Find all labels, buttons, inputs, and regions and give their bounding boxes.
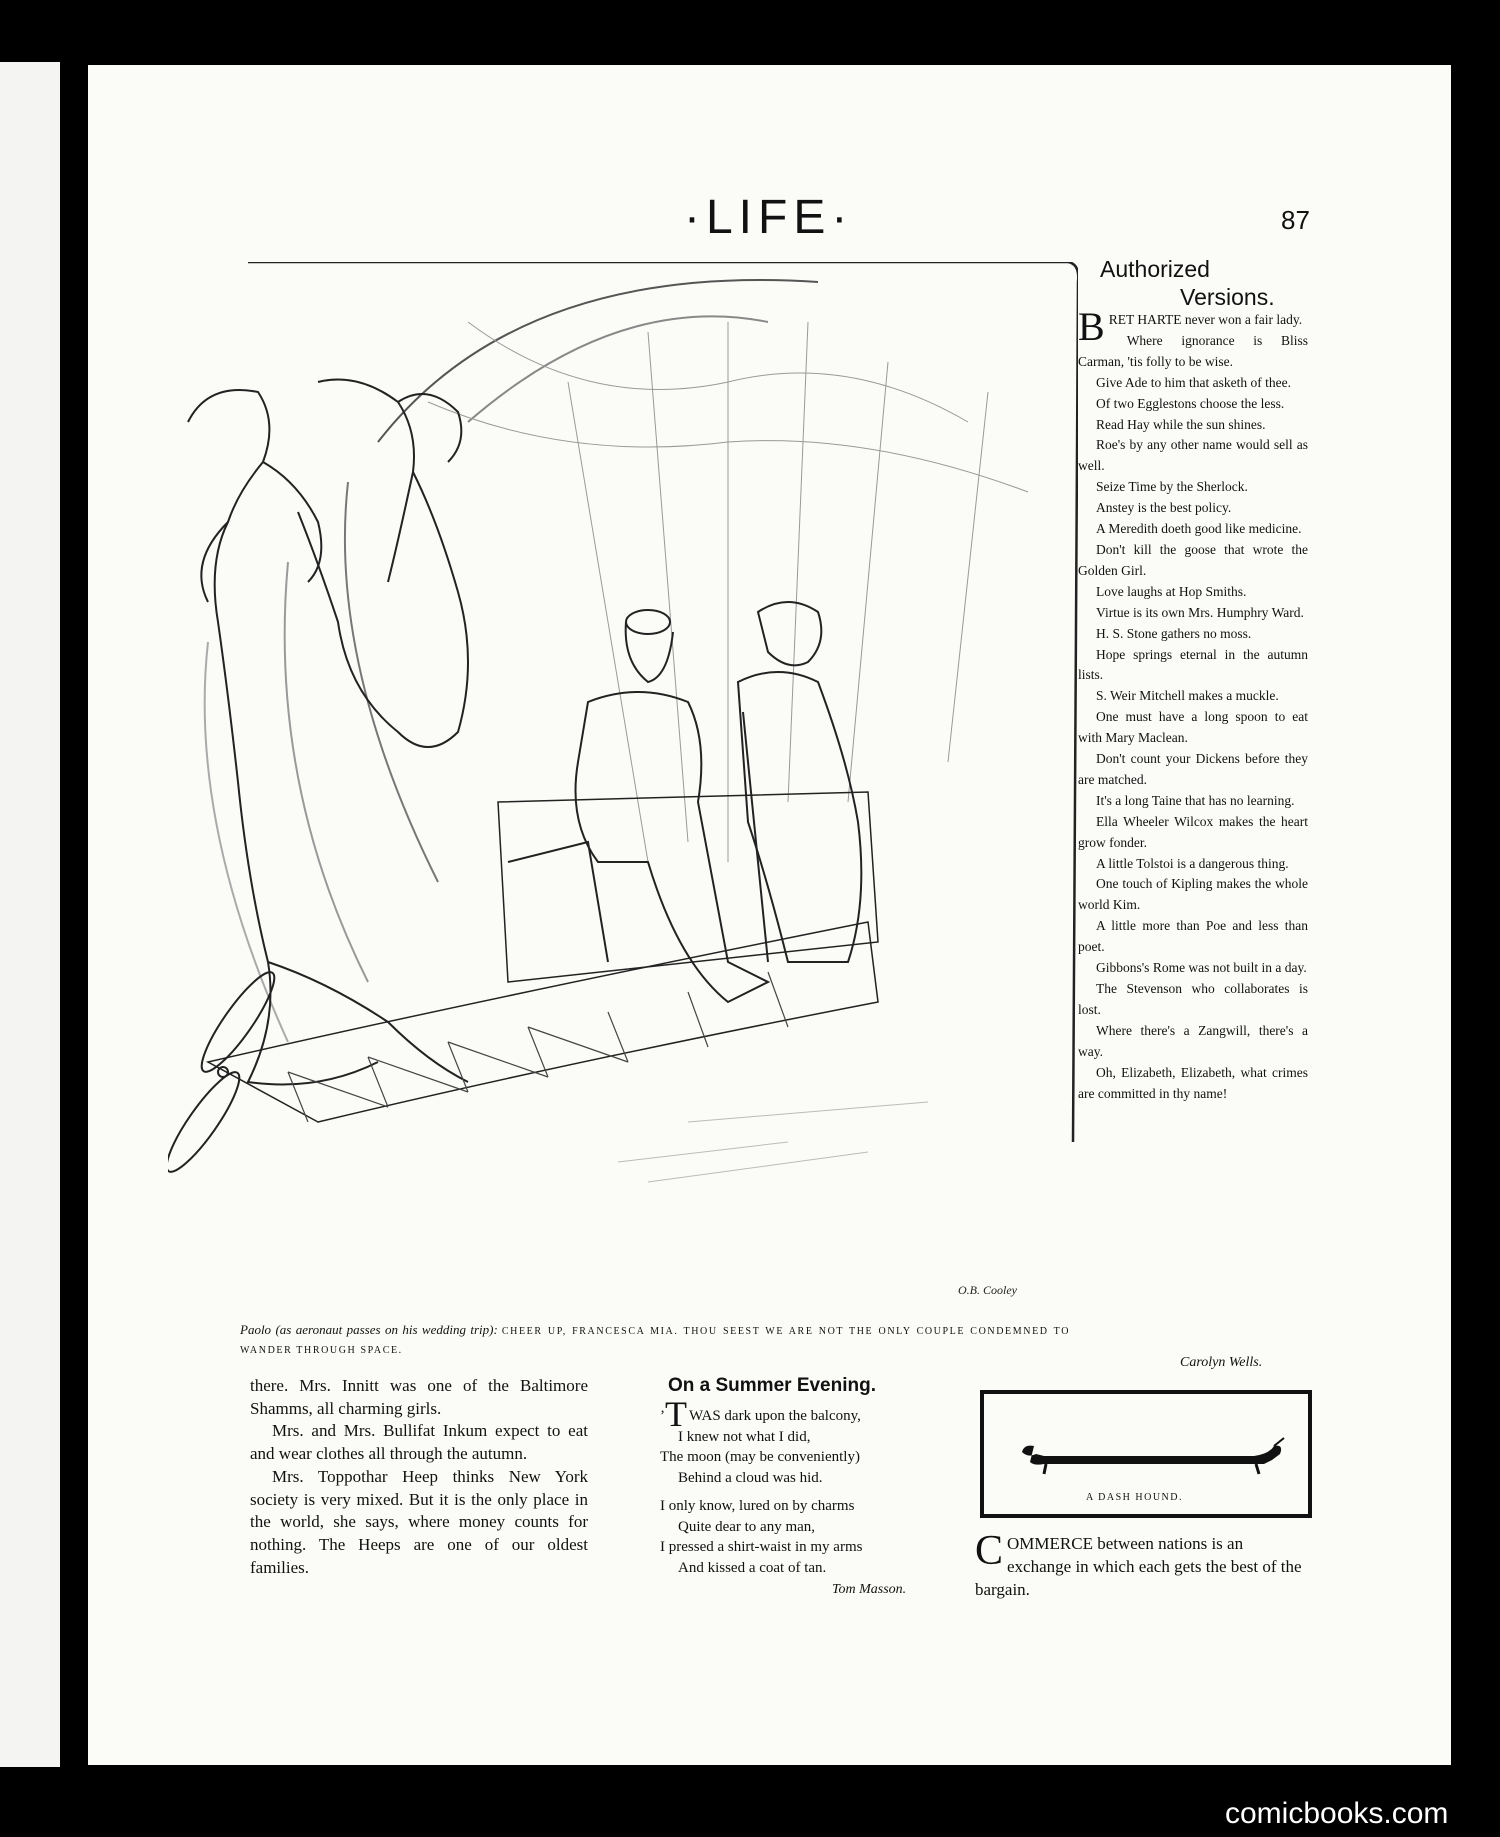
av-line: A little more than Poe and less than poet. — [1078, 918, 1308, 955]
poem-line-text: WAS dark upon the balcony, — [689, 1408, 861, 1424]
av-dropcap: B — [1078, 304, 1105, 349]
av-line: Where ignorance is Bliss Carman, 'tis folly to be wise. — [1078, 332, 1308, 369]
society-column — [250, 1375, 588, 1579]
society-paragraph: there. Mrs. Innitt was one of the Baltimore Shamms, all charming girls. — [250, 1376, 588, 1418]
authorized-versions-title-2: Versions. — [1180, 284, 1275, 310]
caption-text: CHEER UP, FRANCESCA MIA. THOU SEEST WE ARE NOT THE ONLY COUPLE CONDEMNED TO WANDER THROUGH SPACE. — [240, 1326, 1071, 1356]
av-line: Gibbons's Rome was not built in a day. — [1096, 960, 1307, 976]
av-line: Give Ade to him that asketh of thee. — [1096, 374, 1291, 390]
poem-line: Behind a cloud was hid. — [678, 1469, 823, 1486]
poem-line: Quite dear to any man, — [678, 1518, 816, 1535]
airship-illustration — [168, 262, 1078, 1300]
poem-line: I pressed a shirt-waist in my arms — [660, 1539, 863, 1555]
av-line: Anstey is the best policy. — [1096, 500, 1232, 516]
commerce-text: OMMERCE between nations is an exchange in which each gets the best of the bargain. — [975, 1534, 1302, 1599]
av-line: Seize Time by the Sherlock. — [1096, 479, 1248, 495]
poem-dropcap: T — [665, 1394, 687, 1434]
av-line: Oh, Elizabeth, Elizabeth, what crimes are committed in thy name! — [1078, 1064, 1308, 1101]
poem-author: Tom Masson. — [832, 1582, 907, 1597]
poem-line: ’T WAS dark upon the balcony, — [660, 1394, 861, 1434]
society-paragraph: Mrs. Toppothar Heep thinks New York society is very mixed. But it is the only place in the world, she says, where money counts for nothing. The Heeps are one of our oldest families. — [250, 1466, 588, 1577]
av-line: Love laughs at Hop Smiths. — [1096, 583, 1247, 599]
av-line: A Meredith doeth good like medicine. — [1096, 521, 1302, 537]
authorized-versions-title-1: Authorized — [1100, 256, 1210, 282]
commerce-paragraph — [975, 1528, 1310, 1601]
av-line: Read Hay while the sun shines. — [1096, 416, 1266, 432]
illustration-caption — [240, 1320, 1070, 1360]
av-first-text: RET HARTE never won a fair lady. — [1108, 312, 1303, 327]
av-line: Virtue is its own Mrs. Humphry Ward. — [1096, 604, 1304, 620]
av-line: Roe's by any other name would sell as well. — [1078, 437, 1308, 474]
poem-line: I knew not what I did, — [678, 1428, 811, 1445]
av-line: Don't kill the goose that wrote the Golden Girl. — [1078, 541, 1308, 578]
av-line: It's a long Taine that has no learning. — [1096, 792, 1295, 808]
poem-line: And kissed a coat of tan. — [678, 1559, 827, 1576]
page-number: 87 — [1281, 205, 1310, 235]
commerce-dropcap: C — [975, 1528, 1004, 1574]
av-line: H. S. Stone gathers no moss. — [1096, 625, 1252, 641]
dash-hound-caption: A DASH HOUND. — [1086, 1492, 1184, 1503]
av-line: Ella Wheeler Wilcox makes the heart grow fonder. — [1078, 813, 1308, 850]
authorized-versions-body — [1078, 304, 1308, 1104]
av-line: One touch of Kipling makes the whole world Kim. — [1078, 876, 1308, 913]
poem-title: On a Summer Evening. — [668, 1375, 876, 1396]
artist-signature: O.B. Cooley — [958, 1283, 1017, 1297]
caption-speaker: Paolo (as aeronaut passes on his wedding trip): — [240, 1322, 498, 1337]
av-line: Hope springs eternal in the autumn lists. — [1078, 646, 1308, 683]
av-line: A little Tolstoi is a dangerous thing. — [1096, 855, 1289, 871]
av-line: One must have a long spoon to eat with Mary Maclean. — [1078, 709, 1308, 746]
av-author: Carolyn Wells. — [1180, 1355, 1263, 1370]
av-line: Where there's a Zangwill, there's a way. — [1078, 1022, 1308, 1059]
av-line: Don't count your Dickens before they are matched. — [1078, 751, 1308, 787]
masthead-title: ·LIFE· — [684, 191, 854, 244]
av-first-line — [1078, 304, 1308, 349]
av-line: Of two Egglestons choose the less. — [1096, 395, 1285, 411]
adjacent-page-edge — [0, 62, 60, 1767]
poem-line: I only know, lured on by charms — [660, 1498, 855, 1514]
poem-line: The moon (may be conveniently) — [660, 1449, 860, 1465]
av-line: S. Weir Mitchell makes a muckle. — [1096, 688, 1279, 704]
site-watermark: comicbooks.com — [1225, 1797, 1449, 1830]
poem-body — [660, 1394, 940, 1578]
society-paragraph: Mrs. and Mrs. Bullifat Inkum expect to eat and wear clothes all through the autumn. — [250, 1421, 588, 1464]
av-line: The Stevenson who collaborates is lost. — [1078, 981, 1308, 1017]
